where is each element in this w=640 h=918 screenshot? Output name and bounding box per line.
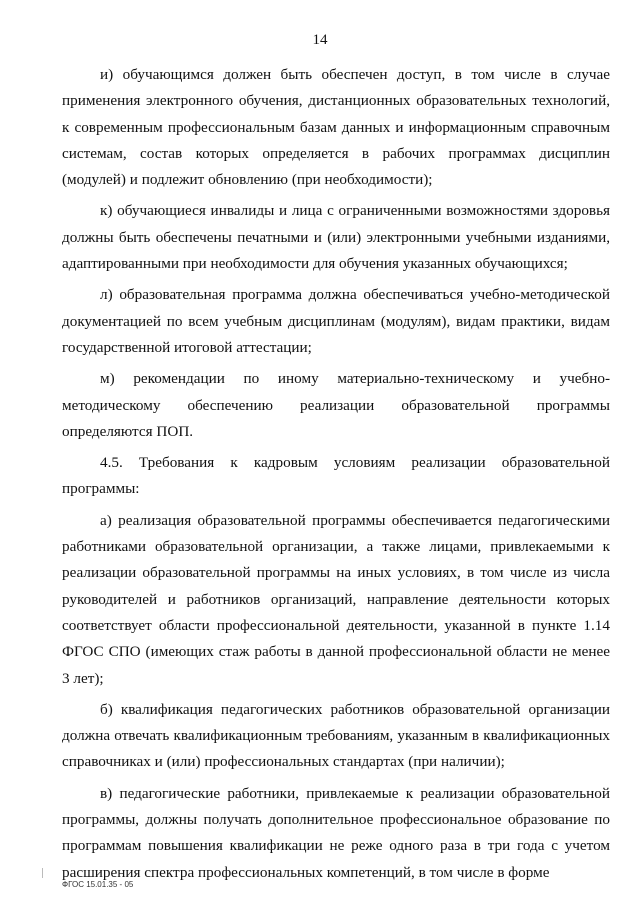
page-number: 14 xyxy=(312,32,328,48)
paragraph-l: л) образовательная программа должна обеспечиваться учебно-методической документацией по всем учебным дисциплинам (модулям), видам практики, видам государственной итоговой аттестации; xyxy=(62,286,610,356)
paragraph-a: а) реализация образовательной программы обеспечивается педагогическими работниками образовательной организации, а также лицами, привлекаемыми к реализации образовательной программы на иных условиях, в том числе из числа руководителей и работников организаций, направление деятельности которых соответствует области профессиональной деятельности, указанной в пункте 1.14 ФГОС СПО (имеющих стаж работы в данной профессиональной области не менее 3 лет); xyxy=(62,511,610,687)
paragraph-m: м) рекомендации по иному материально-техническому и учебно-методическому обеспечению реализации образовательной программы определяются ПОП. xyxy=(62,370,610,440)
paragraph-i: и) обучающимся должен быть обеспечен доступ, в том числе в случае применения электронного обучения, дистанционных образовательных технологий, к современным профессиональным базам данных и информационным справочным системам, состав которых определяется в рабочих программах дисциплин (модулей) и подлежит обновлению (при необходимости); xyxy=(62,66,610,189)
paragraph-v: в) педагогические работники, привлекаемые к реализации образовательной программы, должны получать дополнительное профессиональное образование по программам повышения квалификации не реже одного раза в три года с учетом расширения спектра профессиональных компетенций, в том числе в форме xyxy=(62,784,610,881)
paragraph-k: к) обучающиеся инвалиды и лица с ограниченными возможностями здоровья должны быть обеспечены печатными и (или) электронными учебными изданиями, адаптированными при необходимости для обучения указанных обучающихся; xyxy=(62,202,610,273)
footer-document-code: ФГОС 15.01.35 - 05 xyxy=(62,880,134,889)
paragraph-b: б) квалификация педагогических работников образовательной организации должна отвечать квалификационным требованиям, указанным в квалификационных справочниках и (или) профессиональных стандартах (при наличии); xyxy=(62,700,610,771)
section-heading-4-5: 4.5. Требования к кадровым условиям реализации образовательной программы: xyxy=(62,454,610,498)
margin-mark xyxy=(42,868,43,878)
document-body xyxy=(62,62,610,891)
